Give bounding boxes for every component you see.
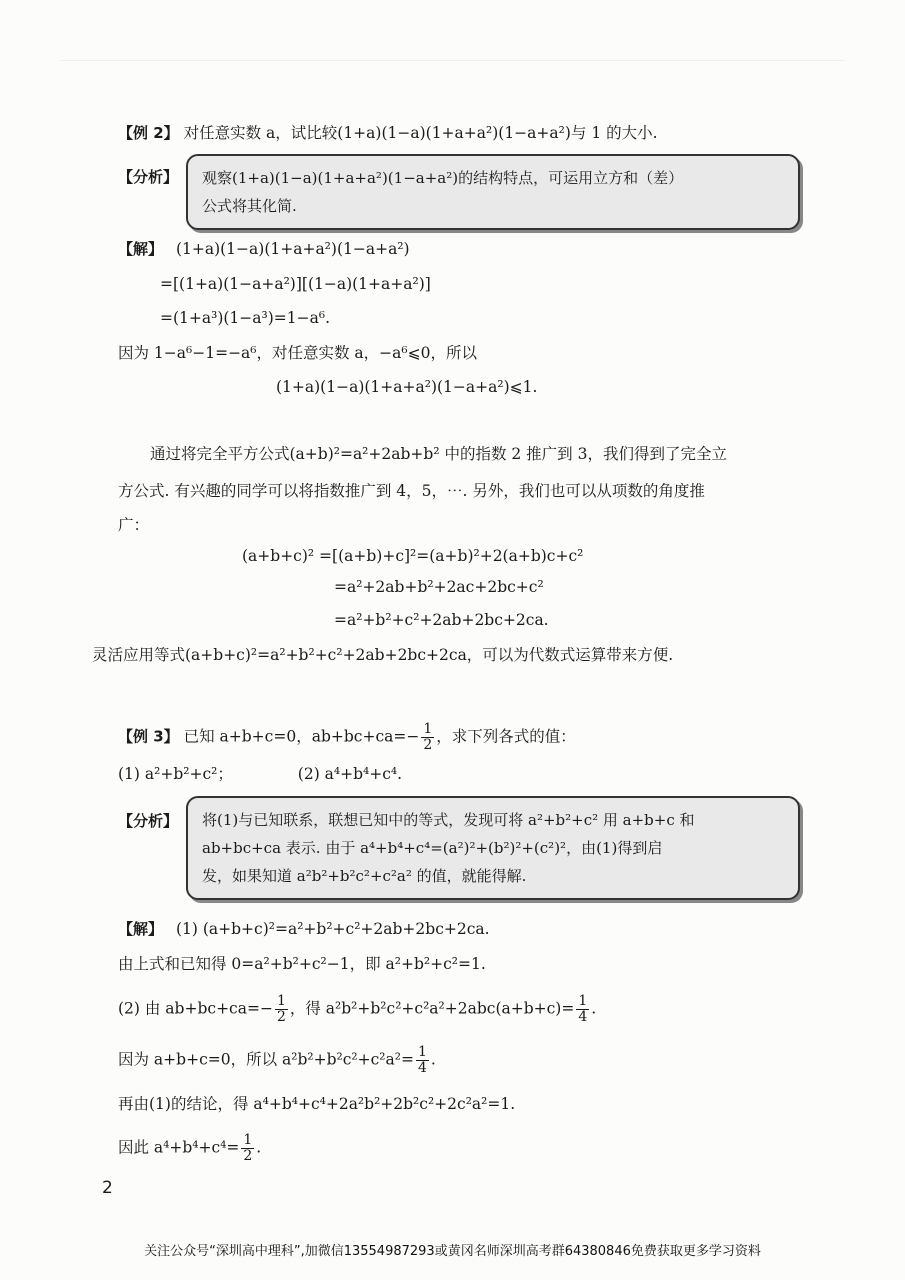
example-3-solution-line-2: 由上式和已知得 0=a²+b²+c²−1，即 a²+b²+c²=1.: [118, 955, 486, 973]
solution-4-prefix: 因为 a+b+c=0，所以 a²b²+b²c²+c²a²=: [118, 1050, 414, 1069]
example-2-analysis-line-2: 公式将其化简.: [202, 197, 297, 215]
example-2-solution-line-5: (1+a)(1−a)(1+a+a²)(1−a+a²)⩽1.: [276, 378, 538, 396]
solution-4-end: .: [430, 1050, 436, 1069]
fraction-numerator: 1: [243, 1132, 253, 1148]
expansion-equation-line-3: =a²+b²+c²+2ab+2bc+2ca.: [334, 611, 549, 629]
example-2-solution-line-2: =[(1+a)(1−a+a²)][(1−a)(1+a+a²)]: [160, 275, 431, 293]
fraction-denominator: 2: [243, 1148, 253, 1164]
example-3-solution-line-6: [118, 1133, 261, 1164]
example-3-parts: [118, 763, 402, 785]
example-3-tag: 【例 3】: [118, 727, 179, 746]
example-3-solution-line-1: [118, 918, 490, 940]
page-number: 2: [102, 1178, 113, 1198]
example-3-analysis-line-2: ab+bc+ca 表示. 由于 a⁴+b⁴+c⁴=(a²)²+(b²)²+(c²)²，由(1)得到启: [202, 839, 663, 857]
example-2-solution-line-1: [118, 238, 410, 260]
fraction-numerator: 1: [578, 993, 588, 1009]
example-2-question-text: 对任意实数 a，试比较(1+a)(1−a)(1+a+a²)(1−a+a²)与 1 的大小.: [183, 124, 658, 142]
solution-6-fraction: [241, 1133, 254, 1164]
solution-4-fraction: [416, 1045, 429, 1076]
expansion-equation-line-2: =a²+2ab+b²+2ac+2bc+c²: [334, 578, 544, 596]
intro-paragraph-line-3: 广：: [118, 516, 150, 534]
example-3-analysis-label: 【分析】: [118, 812, 179, 830]
intro-paragraph-line-2: 方公式. 有兴趣的同学可以将指数推广到 4，5，⋯. 另外，我们也可以从项数的角度推: [118, 482, 705, 500]
solution-6-prefix: 因此 a⁴+b⁴+c⁴=: [118, 1138, 240, 1157]
example-2-tag: 【例 2】: [118, 124, 179, 142]
example-2-solution-label: 【解】: [118, 240, 164, 258]
solution-3-fraction-2: [576, 994, 589, 1025]
expansion-equation-line-1: (a+b+c)² =[(a+b)+c]²=(a+b)²+2(a+b)c+c²: [242, 547, 584, 565]
example-3-question-prefix: 已知 a+b+c=0，ab+bc+ca=−: [183, 727, 420, 746]
fraction-denominator: 2: [276, 1009, 286, 1025]
example-3-analysis-box: [186, 796, 800, 900]
footer-promo-text: 关注公众号“深圳高中理科”,加微信13554987293或黄冈名师深圳高考群64380846免费获取更多学习资料: [144, 1244, 761, 1259]
example-3-solution-label: 【解】: [118, 920, 164, 938]
fraction-denominator: 2: [423, 737, 433, 753]
example-3-solution-line-3: [118, 994, 596, 1025]
example-3-solution-line-4: [118, 1045, 436, 1076]
example-2-analysis-line-1: 观察(1+a)(1−a)(1+a+a²)(1−a+a²)的结构特点，可运用立方和（差）: [202, 169, 684, 187]
solution-3-end: .: [591, 999, 597, 1018]
fraction-denominator: 4: [578, 1009, 588, 1025]
example-2-solution-line-4: 因为 1−a⁶−1=−a⁶，对任意实数 a，−a⁶⩽0，所以: [118, 344, 477, 362]
example-2-question: [118, 122, 658, 144]
example-3-solution-expr: (1) (a+b+c)²=a²+b²+c²+2ab+2bc+2ca.: [175, 920, 490, 938]
fraction-denominator: 4: [417, 1060, 427, 1076]
example-3-analysis-line-1: 将(1)与已知联系，联想已知中的等式，发现可将 a²+b²+c² 用 a+b+c 和: [202, 811, 695, 829]
example-2-analysis-box: [186, 154, 800, 230]
fraction-numerator: 1: [417, 1044, 427, 1060]
intro-paragraph-line-1: 通过将完全平方公式(a+b)²=a²+2ab+b² 中的指数 2 推广到 3，我们得到了完全立: [150, 445, 727, 463]
solution-3-prefix: (2) 由 ab+bc+ca=−: [118, 999, 273, 1018]
intro-conclusion: 灵活应用等式(a+b+c)²=a²+b²+c²+2ab+2bc+2ca，可以为代数式运算带来方便.: [92, 646, 674, 664]
example-2-analysis-label: 【分析】: [118, 168, 179, 186]
example-3-part-1: (1) a²+b²+c²；: [118, 765, 233, 783]
example-3-solution-line-5: 再由(1)的结论，得 a⁴+b⁴+c⁴+2a²b²+2b²c²+2c²a²=1.: [118, 1095, 516, 1113]
example-2-solution-expr: (1+a)(1−a)(1+a+a²)(1−a+a²): [175, 240, 410, 258]
example-3-part-2: (2) a⁴+b⁴+c⁴.: [297, 765, 403, 783]
example-3-question-suffix: ，求下列各式的值：: [436, 727, 576, 746]
solution-3-fraction-1: [275, 994, 288, 1025]
example-3-question: [118, 722, 576, 753]
example-3-fraction: [421, 722, 434, 753]
fraction-numerator: 1: [276, 993, 286, 1009]
solution-3-middle: ，得 a²b²+b²c²+c²a²+2abc(a+b+c)=: [289, 999, 575, 1018]
example-3-analysis-line-3: 发，如果知道 a²b²+b²c²+c²a² 的值，就能得解.: [202, 867, 527, 885]
example-2-solution-line-3: =(1+a³)(1−a³)=1−a⁶.: [160, 309, 331, 327]
fraction-numerator: 1: [423, 721, 433, 737]
top-edge-line: [60, 60, 845, 61]
solution-6-end: .: [256, 1138, 262, 1157]
